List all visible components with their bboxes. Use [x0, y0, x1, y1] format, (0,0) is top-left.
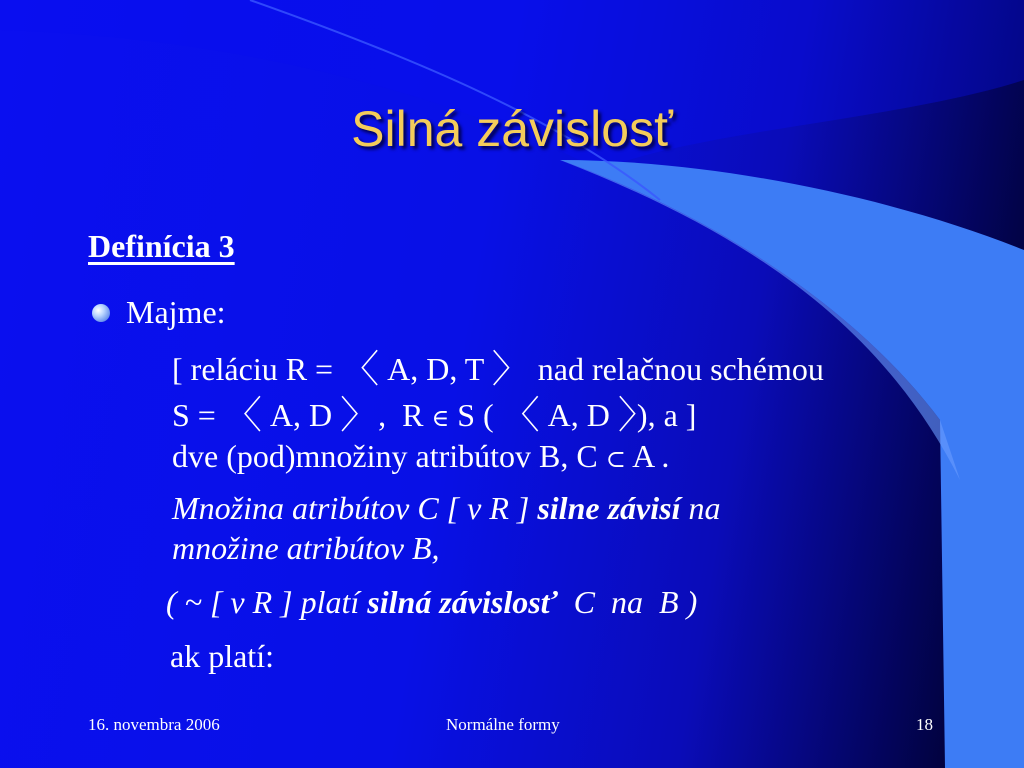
definition-heading: Definícia 3 — [88, 228, 235, 264]
left-angle-bracket: 〈 — [501, 395, 540, 437]
text-fragment: na — [688, 490, 721, 526]
line-definition-1 — [172, 488, 720, 528]
subset-symbol: ⊂ — [605, 445, 626, 473]
line-condition: ak platí: — [170, 638, 274, 674]
text-fragment: C na B ) — [565, 584, 698, 620]
text-fragment: S ( — [457, 397, 494, 433]
emphasis-term: silná závislosť — [367, 584, 558, 620]
text-fragment: dve (pod)množiny atribútov B, C — [172, 438, 598, 474]
footer-topic: Normálne formy — [446, 715, 560, 734]
line-definition-2 — [172, 528, 440, 568]
text-fragment: ), a ] — [636, 397, 697, 433]
text-fragment: množine atribútov B, — [172, 530, 440, 566]
text-fragment: Množina atribútov C [ v R ] — [172, 490, 530, 526]
text-fragment: [ reláciu R = — [172, 351, 334, 387]
text-fragment: S = — [172, 397, 216, 433]
bullet-dot-icon — [92, 304, 110, 322]
emphasis-term: silne závisí — [537, 490, 681, 526]
text-fragment: R — [402, 397, 424, 433]
text-fragment: A . — [632, 438, 670, 474]
left-angle-bracket: 〈 — [223, 395, 262, 437]
attribute-list: A, D, T — [387, 351, 484, 387]
line-definition-3 — [166, 582, 697, 622]
footer-date: 16. novembra 2006 — [88, 715, 220, 734]
element-of-symbol: ∈ — [431, 404, 450, 432]
slide-title: Silná závislosť — [351, 101, 673, 157]
right-angle-bracket: 〉 — [491, 349, 530, 391]
right-angle-bracket: 〉 — [617, 395, 637, 437]
text-fragment: , — [378, 397, 387, 433]
text-fragment: nad relačnou schémou — [537, 351, 824, 387]
bullet-text: Majme: — [126, 294, 226, 330]
footer-page-number: 18 — [916, 715, 933, 734]
text-fragment: ( ~ [ v R ] platí — [166, 584, 360, 620]
line-relation — [172, 348, 824, 389]
right-angle-bracket: 〉 — [340, 395, 379, 437]
line-schema — [172, 394, 696, 438]
left-angle-bracket: 〈 — [341, 349, 380, 391]
line-subsets — [172, 436, 669, 479]
attribute-list: A, D — [547, 397, 610, 433]
attribute-list: A, D — [269, 397, 333, 433]
